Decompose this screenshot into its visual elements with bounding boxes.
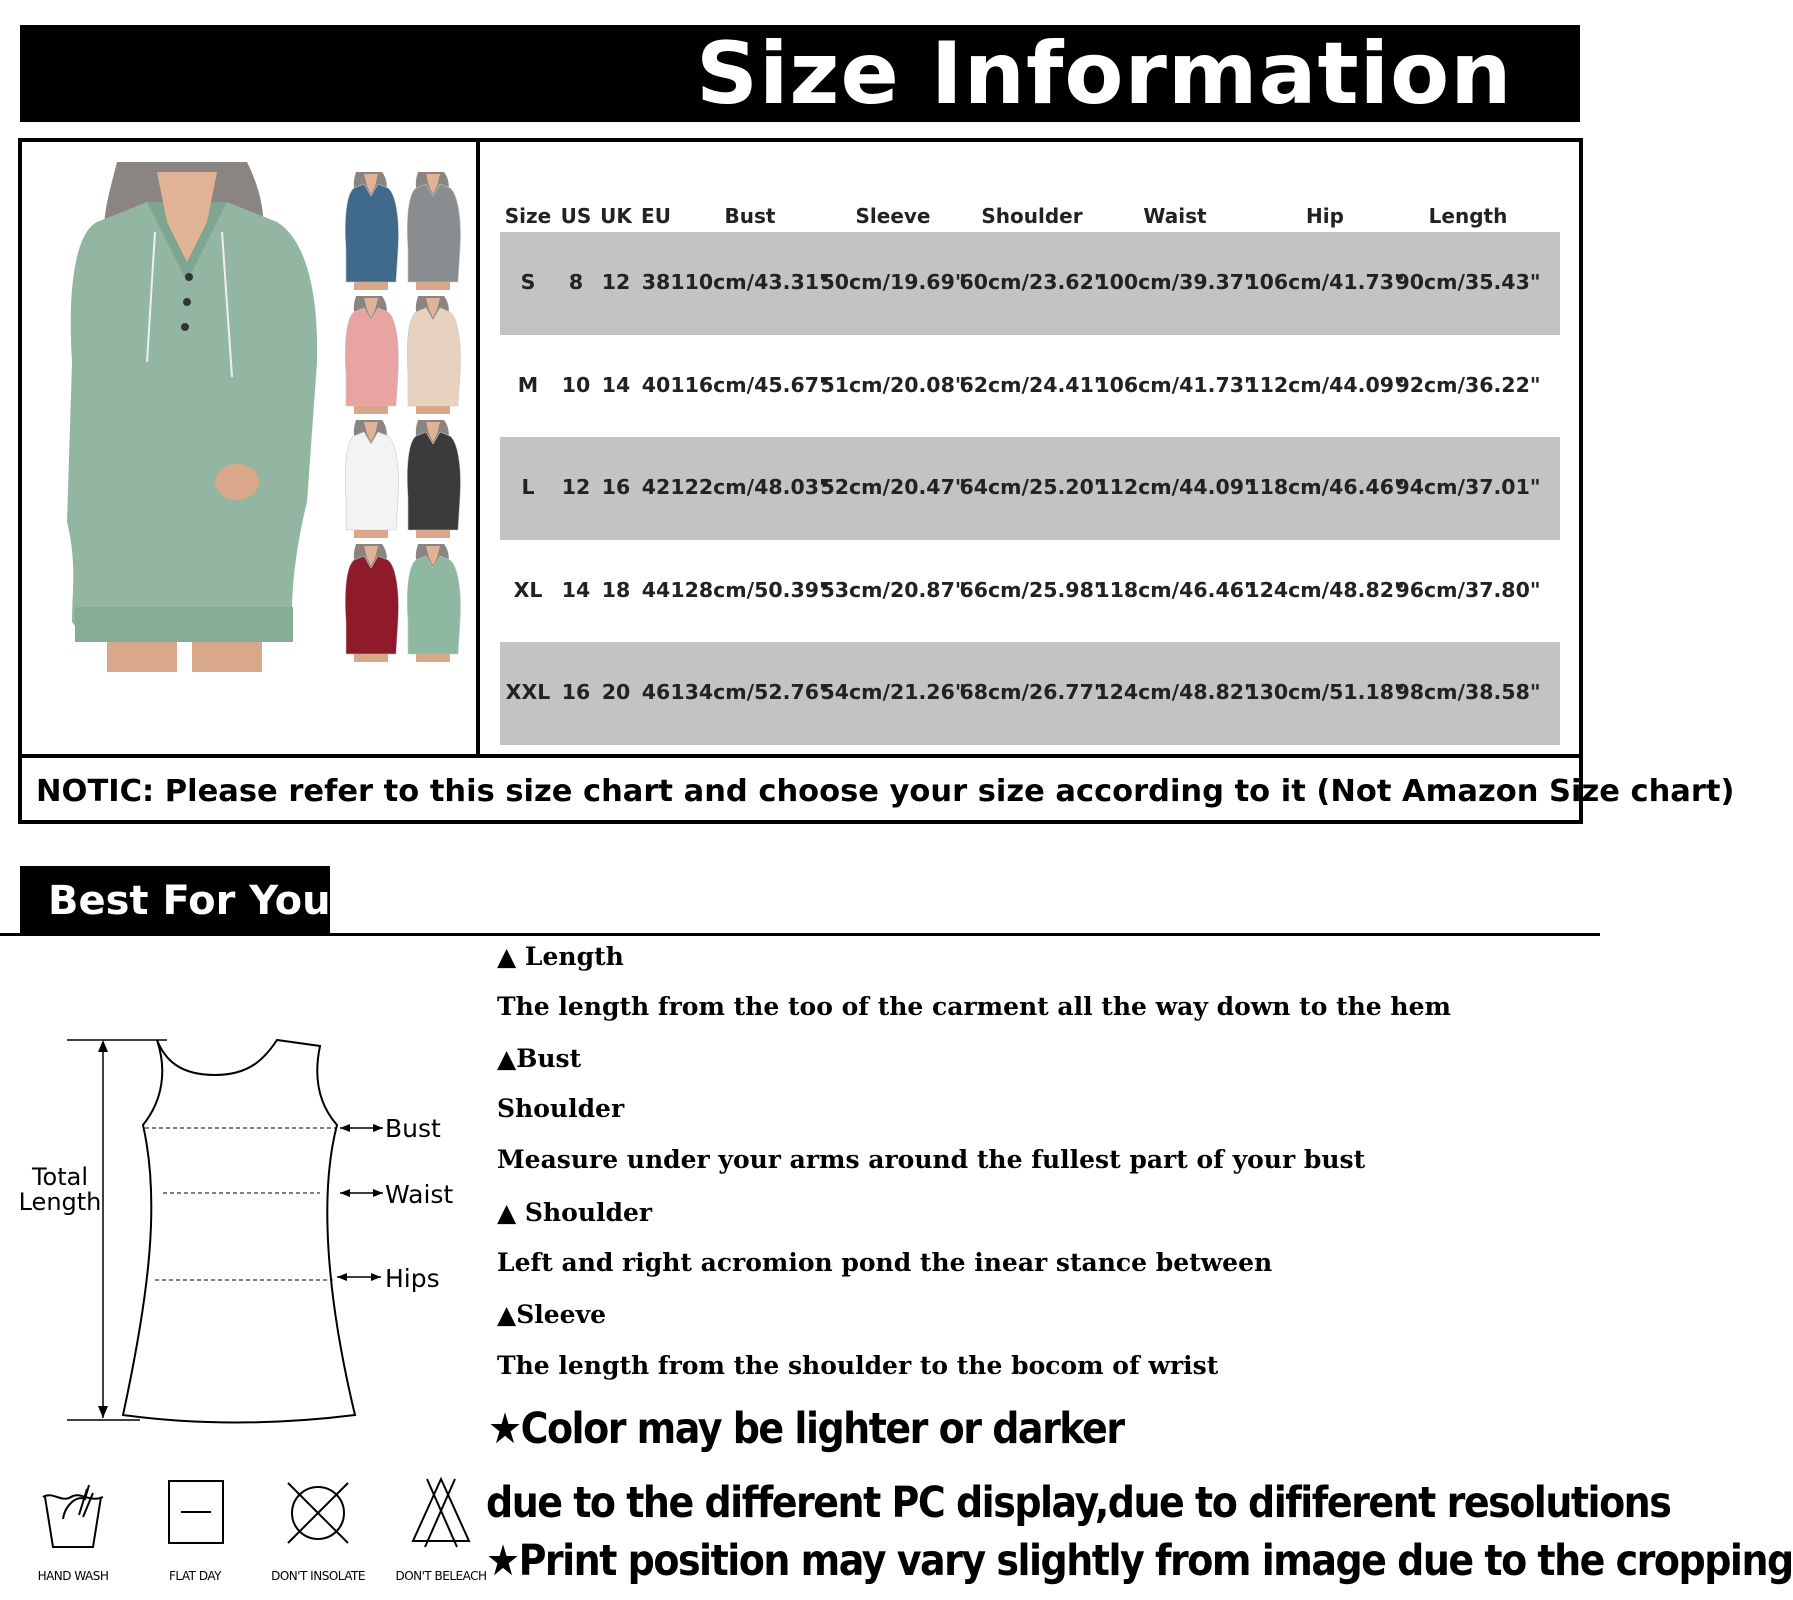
best-for-you-label: Best For You xyxy=(48,878,331,924)
color-thumbnail xyxy=(345,296,398,414)
table-cell: 94cm/37.01" xyxy=(1395,475,1541,500)
title-banner xyxy=(20,25,1580,122)
table-cell: 60cm/23.62" xyxy=(959,270,1105,294)
table-cell: 98cm/38.58" xyxy=(1395,680,1541,705)
care-label-dont-bleach: DON'T BELEACH xyxy=(395,1569,487,1583)
color-thumbnail xyxy=(345,172,398,290)
care-label-dont-insolate: DON'T INSOLATE xyxy=(271,1569,365,1583)
table-cell: 14 xyxy=(561,577,591,602)
table-header-shoulder: Shoulder xyxy=(981,204,1083,228)
table-header-us: US xyxy=(560,204,592,228)
vertical-divider xyxy=(476,142,480,754)
table-cell: 106cm/41.73" xyxy=(1095,372,1255,397)
table-cell: XXL xyxy=(505,680,551,705)
table-cell: 62cm/24.41" xyxy=(959,372,1105,397)
table-cell: 53cm/20.87" xyxy=(820,577,966,602)
color-thumbnail xyxy=(407,544,460,662)
table-cell: 64cm/25.20" xyxy=(959,475,1105,500)
color-thumbnails xyxy=(342,170,472,680)
desc-shoulder-label: Shoulder xyxy=(497,1094,625,1123)
table-cell: 12 xyxy=(601,270,631,294)
horizontal-divider xyxy=(22,754,1579,758)
desc-bust-heading: ▲Bust xyxy=(497,1044,582,1073)
care-dont-insolate xyxy=(263,1475,373,1585)
table-header-bust: Bust xyxy=(724,204,776,228)
table-cell: 18 xyxy=(601,577,631,602)
desc-length-heading: ▲ Length xyxy=(497,942,624,971)
table-cell: 42 xyxy=(641,475,671,500)
flat-dry-icon xyxy=(155,1475,235,1555)
size-table xyxy=(500,172,1560,745)
care-dont-bleach xyxy=(386,1475,496,1585)
table-cell: 44 xyxy=(641,577,671,602)
table-cell: 8 xyxy=(568,270,584,294)
diagram-hips-label: Hips xyxy=(385,1264,440,1293)
table-header-uk: UK xyxy=(600,204,632,228)
diagram-bust-label: Bust xyxy=(385,1114,441,1143)
color-thumbnail xyxy=(407,296,460,414)
table-cell: M xyxy=(517,372,539,397)
desc-shoulder-heading: ▲ Shoulder xyxy=(497,1198,653,1227)
table-header-hip: Hip xyxy=(1306,204,1344,228)
color-thumbnail xyxy=(407,172,460,290)
table-row xyxy=(500,335,1560,438)
table-cell: 118cm/46.46" xyxy=(1245,475,1405,500)
care-label-hand-wash: HAND WASH xyxy=(37,1569,109,1583)
table-cell: 100cm/39.37" xyxy=(1095,270,1255,294)
best-for-you-tab xyxy=(20,866,330,936)
table-cell: 90cm/35.43" xyxy=(1395,270,1541,294)
table-cell: 38 xyxy=(641,270,671,294)
table-cell: 16 xyxy=(561,680,591,705)
table-cell: 112cm/44.09" xyxy=(1095,475,1255,500)
table-cell: XL xyxy=(513,577,543,602)
note-color: ★Color may be lighter or darker xyxy=(488,1404,1124,1454)
dont-insolate-icon xyxy=(278,1475,358,1555)
note-display: due to the different PC display,due to dififerent resolutions xyxy=(486,1478,1671,1528)
table-cell: 116cm/45.67" xyxy=(670,372,830,397)
table-cell: 122cm/48.03" xyxy=(670,475,830,500)
table-row xyxy=(500,540,1560,643)
table-header-waist: Waist xyxy=(1143,204,1207,228)
diagram-length-label: Length xyxy=(18,1188,102,1216)
table-cell: 110cm/43.31" xyxy=(670,270,830,294)
diagram-waist-label: Waist xyxy=(385,1180,454,1209)
table-cell: 112cm/44.09" xyxy=(1245,372,1405,397)
table-header-size: Size xyxy=(504,204,552,228)
care-label-flat-dry: FLAT DAY xyxy=(169,1569,221,1583)
note-print-position: ★Print position may vary slightly from image due to the cropping xyxy=(486,1536,1793,1586)
size-chart-box xyxy=(18,138,1735,824)
table-cell: 106cm/41.73" xyxy=(1245,270,1405,294)
section-divider xyxy=(0,933,1600,936)
table-cell: 40 xyxy=(641,372,671,397)
table-cell: 12 xyxy=(561,475,591,500)
table-cell: 54cm/21.26" xyxy=(820,680,966,705)
table-header xyxy=(500,172,1560,232)
table-cell: 16 xyxy=(601,475,631,500)
desc-sleeve-heading: ▲Sleeve xyxy=(497,1300,607,1329)
table-cell: 124cm/48.82" xyxy=(1245,577,1405,602)
color-thumbnail xyxy=(345,420,398,538)
table-cell: 92cm/36.22" xyxy=(1395,372,1541,397)
table-cell: 20 xyxy=(601,680,631,705)
table-cell: L xyxy=(521,475,535,500)
table-cell: 134cm/52.76" xyxy=(670,680,830,705)
table-cell: 51cm/20.08" xyxy=(820,372,966,397)
table-row xyxy=(500,642,1560,745)
page-title: Size Information xyxy=(696,24,1513,124)
table-cell: 68cm/26.77" xyxy=(959,680,1105,705)
desc-length-text: The length from the too of the carment all the way down to the hem xyxy=(497,992,1451,1021)
table-cell: 50cm/19.69" xyxy=(820,270,966,294)
table-cell: 14 xyxy=(601,372,631,397)
table-header-sleeve: Sleeve xyxy=(855,204,931,228)
table-row xyxy=(500,437,1560,540)
care-icons xyxy=(18,1475,487,1585)
table-cell: 128cm/50.39" xyxy=(670,577,830,602)
desc-shoulder-text: Left and right acromion pond the inear stance between xyxy=(497,1248,1273,1277)
table-cell: 46 xyxy=(641,680,671,705)
table-cell: 124cm/48.82" xyxy=(1095,680,1255,705)
table-header-eu: EU xyxy=(641,204,671,228)
table-header-length: Length xyxy=(1428,204,1508,228)
care-flat-dry xyxy=(140,1475,250,1585)
diagram-total-label: Total xyxy=(31,1163,89,1191)
table-row xyxy=(500,232,1560,335)
table-cell: S xyxy=(520,270,536,294)
table-cell: 130cm/51.18" xyxy=(1245,680,1405,705)
table-cell: 118cm/46.46" xyxy=(1095,577,1255,602)
care-hand-wash xyxy=(18,1475,128,1585)
table-cell: 96cm/37.80" xyxy=(1395,577,1541,602)
size-notice: NOTIC: Please refer to this size chart and choose your size according to it (Not Amazon Size chart) xyxy=(36,774,1735,809)
product-photo-main xyxy=(57,162,317,672)
table-cell: 66cm/25.98" xyxy=(959,577,1105,602)
color-thumbnail xyxy=(407,420,460,538)
table-cell: 10 xyxy=(561,372,591,397)
desc-bust-text: Measure under your arms around the fullest part of your bust xyxy=(497,1145,1366,1174)
table-cell: 52cm/20.47" xyxy=(820,475,966,500)
color-thumbnail xyxy=(345,544,398,662)
desc-sleeve-text: The length from the shoulder to the bocom of wrist xyxy=(497,1351,1219,1380)
measurement-diagram xyxy=(15,1030,475,1430)
dont-bleach-icon xyxy=(401,1475,481,1555)
hand-wash-icon xyxy=(33,1475,113,1555)
